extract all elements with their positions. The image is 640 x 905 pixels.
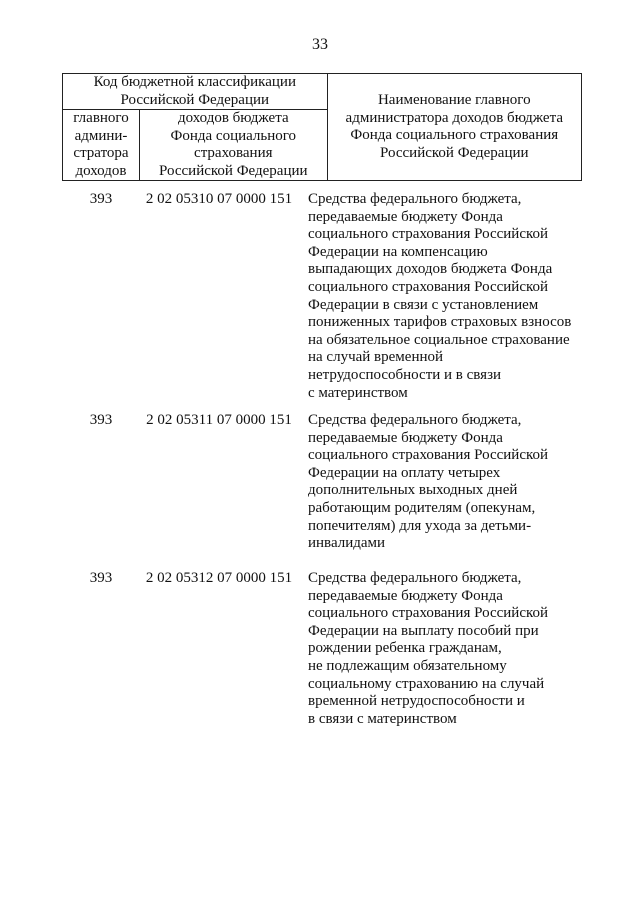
description-line: Средства федерального бюджета, [308,570,522,586]
description-line: нетрудоспособности и в связи [308,366,502,383]
description-line: дополнительных выходных дней [308,482,518,499]
description-line: попечителям) для ухода за детьми- [308,517,532,534]
description-line: Федерации на оплату четырех [308,464,501,481]
header-line: Код бюджетной классификации [93,74,296,90]
name-column-header [327,74,581,181]
header-line: главного [73,110,129,126]
header-line: стратора [73,145,129,161]
description-line: социального страхования Российской [308,226,549,243]
budget-code: 2 02 05310 07 0000 151 [145,191,293,207]
description-line: на обязательное социальное страхование [308,331,570,348]
page-number: 33 [312,36,328,53]
budget-code: 2 02 05311 07 0000 151 [146,412,292,428]
description-line: Средства федерального бюджета, [308,191,522,207]
description-line: передаваемые бюджету Фонда [308,429,503,446]
admin-code: 393 [89,570,113,586]
description-line: Федерации на выплату пособий при [308,622,539,639]
description-line: Средства федерального бюджета, [308,412,522,428]
description-line: временной нетрудоспособности и [308,693,525,710]
header-line: Российской Федерации [159,162,308,179]
description-line: социальному страхованию на случай [308,675,545,692]
header-line: Наименование главного [377,92,531,108]
description-line: в связи с материнством [308,710,457,727]
description [308,570,588,728]
description-line: передаваемые бюджету Фонда [308,208,503,225]
header-line: админи- [74,127,128,144]
header-line: Фонда социального [170,127,297,144]
description-line: передаваемые бюджету Фонда [308,587,503,604]
header-line: Российской Федерации [120,91,270,108]
header-line: доходов [75,162,127,179]
description-line: социального страхования Российской [308,605,549,622]
description-line: с материнством [308,384,408,401]
description-line: Федерации на компенсацию [308,243,488,260]
budget-code: 2 02 05312 07 0000 151 [145,570,293,586]
admin-code: 393 [89,412,113,428]
description-line: социального страхования Российской [308,447,549,464]
header-line: Российской Федерации [380,144,529,161]
table-header [62,73,582,181]
header-line: доходов бюджета [177,110,289,126]
description-line: Федерации в связи с установлением [308,296,539,313]
description-line: инвалидами [308,535,386,552]
income-column-header [140,110,328,181]
code-group-header [63,74,328,110]
description-line: не подлежащим обязательному [308,657,507,674]
header-line: администратора доходов бюджета [345,109,563,126]
admin-column-header [63,110,140,181]
header-line: Фонда социального страхования [350,127,559,143]
description [308,191,588,402]
description [308,412,588,553]
description-line: рождении ребенка гражданам, [308,640,502,657]
header-line: страхования [194,145,273,161]
admin-code: 393 [89,191,113,207]
description-line: пониженных тарифов страховых взносов [308,314,572,331]
description-line: выпадающих доходов бюджета Фонда [308,261,553,278]
description-line: работающим родителям (опекунам, [308,499,536,516]
description-line: социального страхования Российской [308,278,549,295]
description-line: на случай временной [308,349,444,366]
